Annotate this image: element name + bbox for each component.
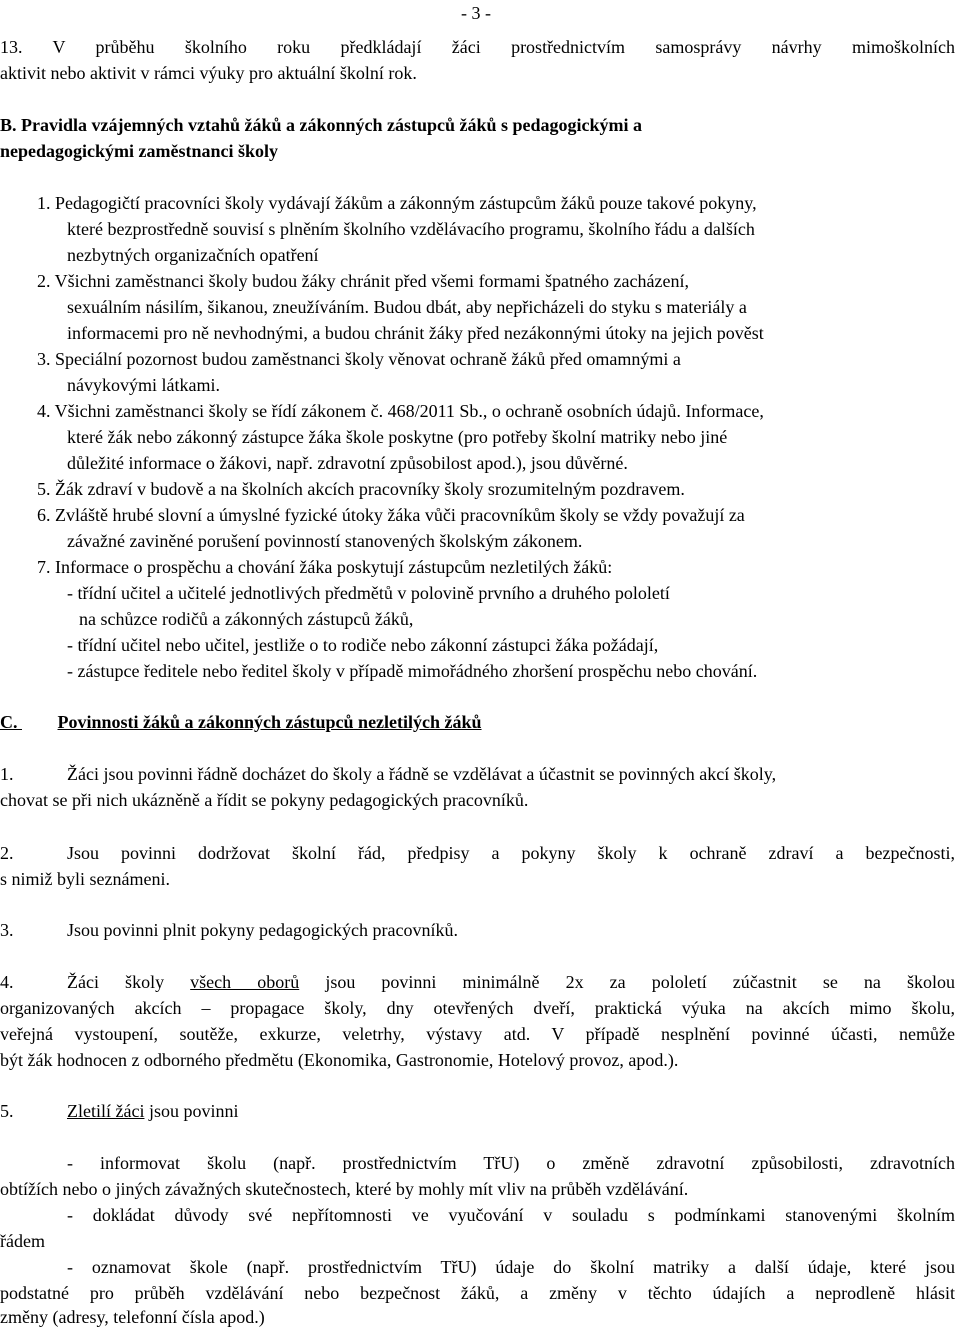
c-item-2-line-1: Jsou povinni dodržovat školní řád, předpisy a pokyny školy k ochraně zdraví a bezpečnosti, xyxy=(67,843,955,863)
b-line: 7. Informace o prospěchu a chování žáka poskytují zástupcům nezletilých žáků: xyxy=(37,557,613,577)
c-item-1-line-2: chovat se při nich ukázněně a řídit se pokyny pedagogických pracovníků. xyxy=(0,790,529,810)
section-b-title-line-1: B. Pravidla vzájemných vztahů žáků a zákonných zástupců žáků s pedagogickými a xyxy=(0,115,643,135)
c-item-5-c-line-3: změny (adresy, telefonní čísla apod.) xyxy=(0,1307,265,1327)
b-line: sexuálním násilím, šikanou, zneužíváním. Budou dbát, aby nepřicházeli do styku s materiály a xyxy=(67,297,747,317)
section-c-title xyxy=(0,711,482,733)
c-item-5-a-line-1: - informovat školu (např. prostřednictvím TřU) o změně zdravotní způsobilosti, zdravotních xyxy=(67,1153,955,1173)
item-13-line-2: aktivit nebo aktivit v rámci výuky pro aktuální školní rok. xyxy=(0,63,417,83)
c-item-5-c-line-1: - oznamovat škole (např. prostřednictvím TřU) údaje do školní matriky a další údaje, které jsou xyxy=(67,1257,955,1277)
c-item-5-post: jsou povinni xyxy=(148,1101,239,1121)
c-item-4-line-2: organizovaných akcích – propagace školy, dny otevřených dveří, praktická výuka na akcích mimo školu, xyxy=(0,998,955,1018)
c-item-4-pre: Žáci školy xyxy=(67,972,165,992)
c-item-4-line-3: veřejná vystoupení, soutěže, exkurze, veletrhy, výstavy atd. V případě nesplnění povinné účasti, nemůže xyxy=(0,1024,955,1044)
item-13-line-1: 13. V průběhu školního roku předkládají žáci prostřednictvím samosprávy návrhy mimoškolních xyxy=(0,37,955,57)
c-item-4-underlined: všech oborů xyxy=(190,972,300,992)
b-line: na schůzce rodičů a zákonných zástupců žáků, xyxy=(79,609,414,629)
c-item-5-c-line-2: podstatné pro průběh vzdělávání nebo bezpečnost žáků, a změny v těchto údajích a neprodleně hlásit xyxy=(0,1283,955,1303)
c-item-2-line-2: s nimiž byli seznámeni. xyxy=(0,869,170,889)
c-item-3-line-1: Jsou povinni plnit pokyny pedagogických pracovníků. xyxy=(67,920,458,940)
b-line: - třídní učitel a učitelé jednotlivých předmětů v polovině prvního a druhého pololetí xyxy=(67,583,670,603)
b-line: 5. Žák zdraví v budově a na školních akcích pracovníky školy srozumitelným pozdravem. xyxy=(37,479,685,499)
b-line: nezbytných organizačních opatření xyxy=(67,245,319,265)
b-line: důležité informace o žákovi, např. zdravotní způsobilost apod.), jsou důvěrné. xyxy=(67,453,628,473)
b-line: 1. Pedagogičtí pracovníci školy vydávají žákům a zákonným zástupcům žáků pouze takové pokyny, xyxy=(37,193,757,213)
section-c-letter: C. xyxy=(0,712,18,732)
c-item-4-num: 4. xyxy=(0,972,14,992)
b-line: 4. Všichni zaměstnanci školy se řídí zákonem č. 468/2011 Sb., o ochraně osobních údajů. Informace, xyxy=(37,401,764,421)
b-line: závažné zaviněné porušení povinností stanovených školským zákonem. xyxy=(67,531,583,551)
c-item-4-post: jsou povinni minimálně 2x za pololetí zúčastnit se na školou xyxy=(325,972,956,992)
c-item-2-num: 2. xyxy=(0,843,14,863)
c-item-3-num: 3. xyxy=(0,920,14,940)
b-line: 6. Zvláště hrubé slovní a úmyslné fyzické útoky žáka vůči pracovníkům školy se vždy považují za xyxy=(37,505,745,525)
c-item-4-line-4: být žák hodnocen z odborného předmětu (Ekonomika, Gastronomie, Hotelový provoz, apod.). xyxy=(0,1050,679,1070)
page-number: - 3 - xyxy=(461,3,491,23)
c-item-1-line-1: Žáci jsou povinni řádně docházet do školy a řádně se vzdělávat a účastnit se povinných akcí školy, xyxy=(67,764,777,784)
b-line: - třídní učitel nebo učitel, jestliže o to rodiče nebo zákonní zástupci žáka požádají, xyxy=(67,635,659,655)
section-c-gap xyxy=(18,711,58,733)
c-item-5-heading xyxy=(67,1100,238,1122)
b-line: - zástupce ředitele nebo ředitel školy v případě mimořádného zhoršení prospěchu nebo chování. xyxy=(67,661,758,681)
section-c-heading: Povinnosti žáků a zákonných zástupců nezletilých žáků xyxy=(57,712,482,732)
c-item-5-num: 5. xyxy=(0,1101,14,1121)
section-b-title-line-2: nepedagogickými zaměstnanci školy xyxy=(0,141,279,161)
b-line: návykovými látkami. xyxy=(67,375,220,395)
b-line: informacemi pro ně nevhodnými, a budou chránit žáky před nezákonnými útoky na jejich pověst xyxy=(67,323,764,343)
c-item-5-b-line-2: řádem xyxy=(0,1231,45,1251)
c-item-5-underlined: Zletilí žáci xyxy=(67,1101,145,1121)
b-line: které žák nebo zákonný zástupce žáka škole poskytne (pro potřeby školní matriky nebo jiné xyxy=(67,427,728,447)
c-item-5-a-line-2: obtížích nebo o jiných závažných skutečnostech, které by mohly mít vliv na průběh vzdělávání. xyxy=(0,1179,689,1199)
c-item-5-b-line-1: - dokládat důvody své nepřítomnosti ve vyučování v souladu s podmínkami stanovenými školním xyxy=(67,1205,955,1225)
c-item-4-line-1 xyxy=(67,971,955,993)
b-line: 2. Všichni zaměstnanci školy budou žáky chránit před všemi formami špatného zacházení, xyxy=(37,271,689,291)
b-line: 3. Speciální pozornost budou zaměstnanci školy věnovat ochraně žáků před omamnými a xyxy=(37,349,681,369)
c-item-1-num: 1. xyxy=(0,764,14,784)
b-line: které bezprostředně souvisí s plněním školního vzdělávacího programu, školního řádu a dalších xyxy=(67,219,755,239)
